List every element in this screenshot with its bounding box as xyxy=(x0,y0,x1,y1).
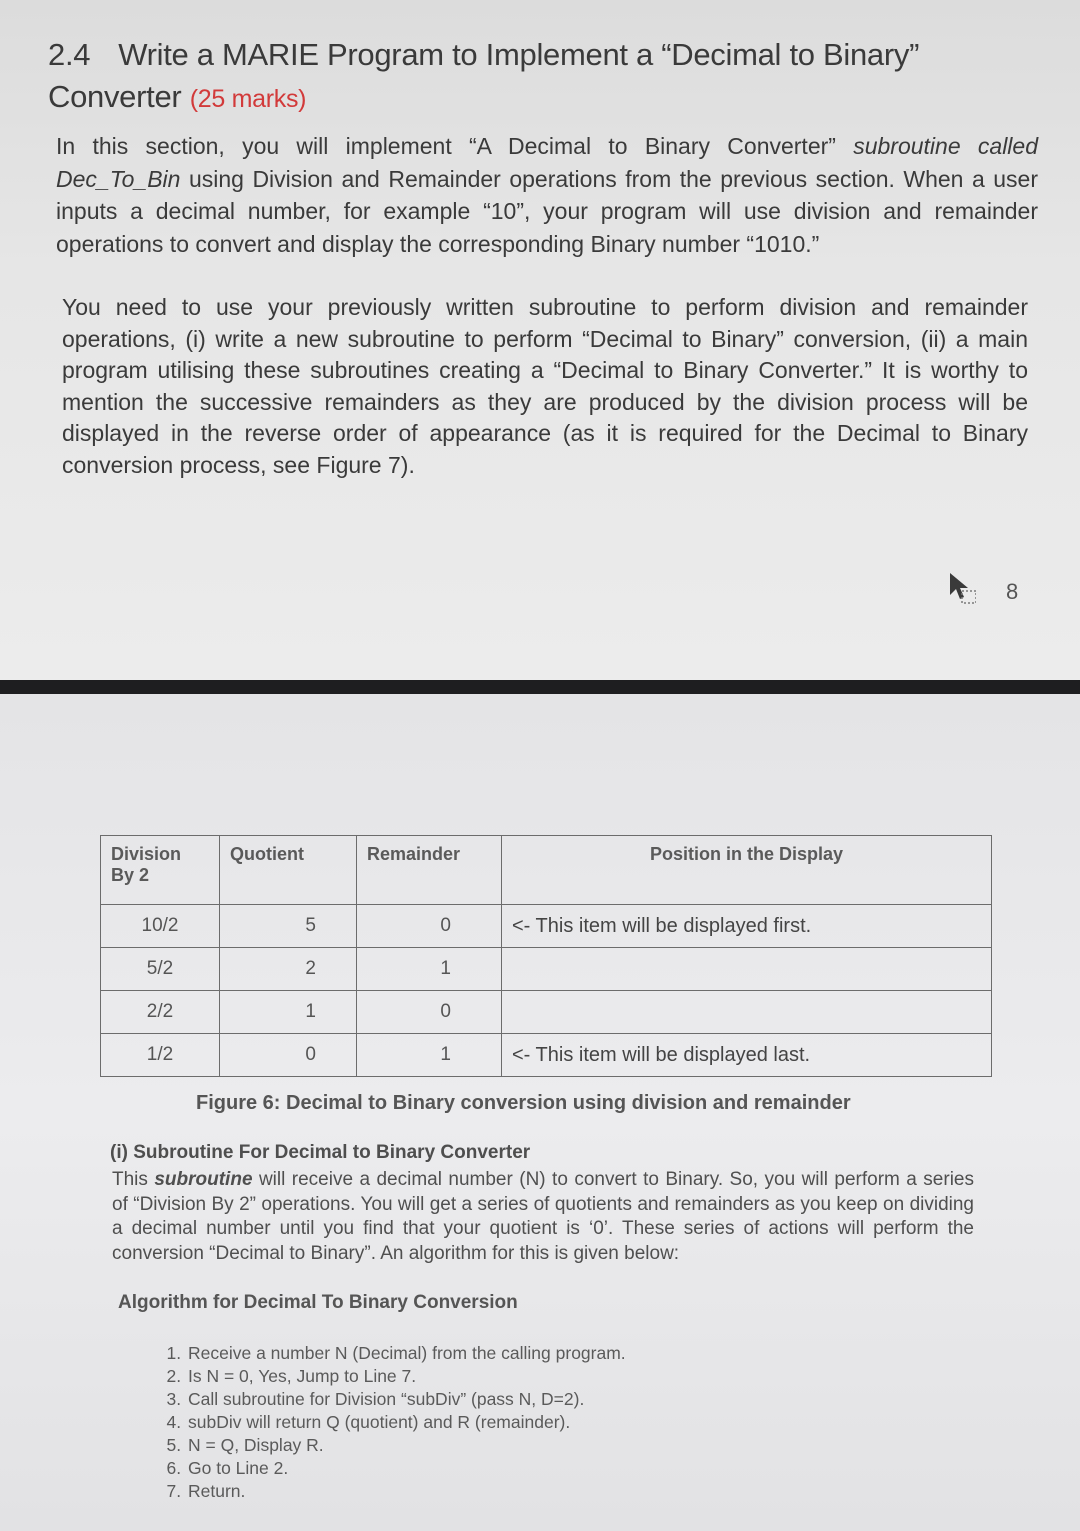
cell-remainder: 1 xyxy=(357,948,502,991)
cell-quotient: 0 xyxy=(220,1034,357,1077)
cell-remainder: 1 xyxy=(357,1034,502,1077)
algorithm-steps xyxy=(152,1342,886,1503)
table-row xyxy=(101,905,992,948)
list-item: 6. Go to Line 2. xyxy=(186,1457,886,1480)
document-page-upper xyxy=(0,0,1080,680)
figure-caption: Figure 6: Decimal to Binary conversion using division and remainder xyxy=(196,1092,851,1114)
header-quotient: Quotient xyxy=(220,836,357,905)
cell-position: <- This item will be displayed last. xyxy=(502,1034,992,1077)
cell-quotient: 2 xyxy=(220,948,357,991)
section-title-line1: Write a MARIE Program to Implement a “Decimal to Binary” xyxy=(118,37,920,72)
section-heading xyxy=(48,34,1048,120)
cell-division: 1/2 xyxy=(101,1034,220,1077)
cell-position: <- This item will be displayed first. xyxy=(502,905,992,948)
subsection-heading: (i) Subroutine For Decimal to Binary Converter xyxy=(110,1142,531,1163)
table-row xyxy=(101,948,992,991)
intro-paragraph xyxy=(56,130,1038,260)
cell-remainder: 0 xyxy=(357,905,502,948)
conversion-table xyxy=(100,835,992,1077)
cell-remainder: 0 xyxy=(357,991,502,1034)
marks-badge: (25 marks) xyxy=(189,85,307,113)
header-division: Division By 2 xyxy=(101,836,220,905)
list-item: 1. Receive a number N (Decimal) from the calling program. xyxy=(186,1342,886,1365)
cell-division: 5/2 xyxy=(101,948,220,991)
cell-division: 2/2 xyxy=(101,991,220,1034)
subsection-text-italic: subroutine xyxy=(154,1169,253,1190)
algorithm-heading: Algorithm for Decimal To Binary Conversion xyxy=(118,1292,518,1313)
table-header-row xyxy=(101,836,992,905)
cell-division: 10/2 xyxy=(101,905,220,948)
subsection-text-c: will receive a decimal number (N) to convert to Binary. So, you will perform a series of “Division By 2” operations. You will get a series of quotients and remainders as you keep on dividing a decimal number until you find that your quotient is ‘0’. These series of actions will perform the conversion “Decimal to Binary”. An algorithm for this is given below: xyxy=(112,1169,974,1264)
list-item: 5. N = Q, Display R. xyxy=(186,1434,886,1457)
mouse-cursor xyxy=(946,569,1026,609)
intro-text-c: using Division and Remainder operations from the previous section. When a user inputs a decimal number, for example “10”, your program will use division and remainder operations to convert and display the corresponding Binary number “1010.” xyxy=(56,165,1038,257)
cell-quotient: 1 xyxy=(220,991,357,1034)
list-item: 2. Is N = 0, Yes, Jump to Line 7. xyxy=(186,1365,886,1388)
list-item: 4. subDiv will return Q (quotient) and R (remainder). xyxy=(186,1411,886,1434)
screen-divider xyxy=(0,680,1080,694)
cell-position xyxy=(502,991,992,1034)
requirements-paragraph: You need to use your previously written subroutine to perform division and remainder operations, (i) write a new subroutine to perform “Decimal to Binary” conversion, (ii) a main program utilising these subroutines creating a “Decimal to Binary Converter.” It is worthy to mention the successive remainders as they are produced by the division process will be displayed in the reverse order of appearance (as it is required for the Decimal to Binary conversion process, see Figure 7). xyxy=(62,294,1028,478)
cursor-label: 8 xyxy=(1006,579,1019,604)
document-page-lower xyxy=(0,694,1080,1531)
header-position: Position in the Display xyxy=(502,836,992,905)
section-title-line2: Converter xyxy=(48,79,182,114)
list-item: 3. Call subroutine for Division “subDiv” (pass N, D=2). xyxy=(186,1388,886,1411)
list-item: 7. Return. xyxy=(186,1480,886,1503)
subsection-text-a: This xyxy=(112,1169,155,1190)
table-row xyxy=(101,1034,992,1077)
section-number: 2.4 xyxy=(48,37,91,72)
mouse-pointer-icon xyxy=(946,569,976,609)
cell-position xyxy=(502,948,992,991)
subsection-body xyxy=(112,1168,974,1266)
intro-text-italic: subroutine called Dec_To_Bin xyxy=(56,133,1038,192)
table-row xyxy=(101,991,992,1034)
cell-quotient: 5 xyxy=(220,905,357,948)
intro-text-a: In this section, you will implement “A Decimal to Binary Converter” xyxy=(56,133,854,159)
header-remainder: Remainder xyxy=(357,836,502,905)
